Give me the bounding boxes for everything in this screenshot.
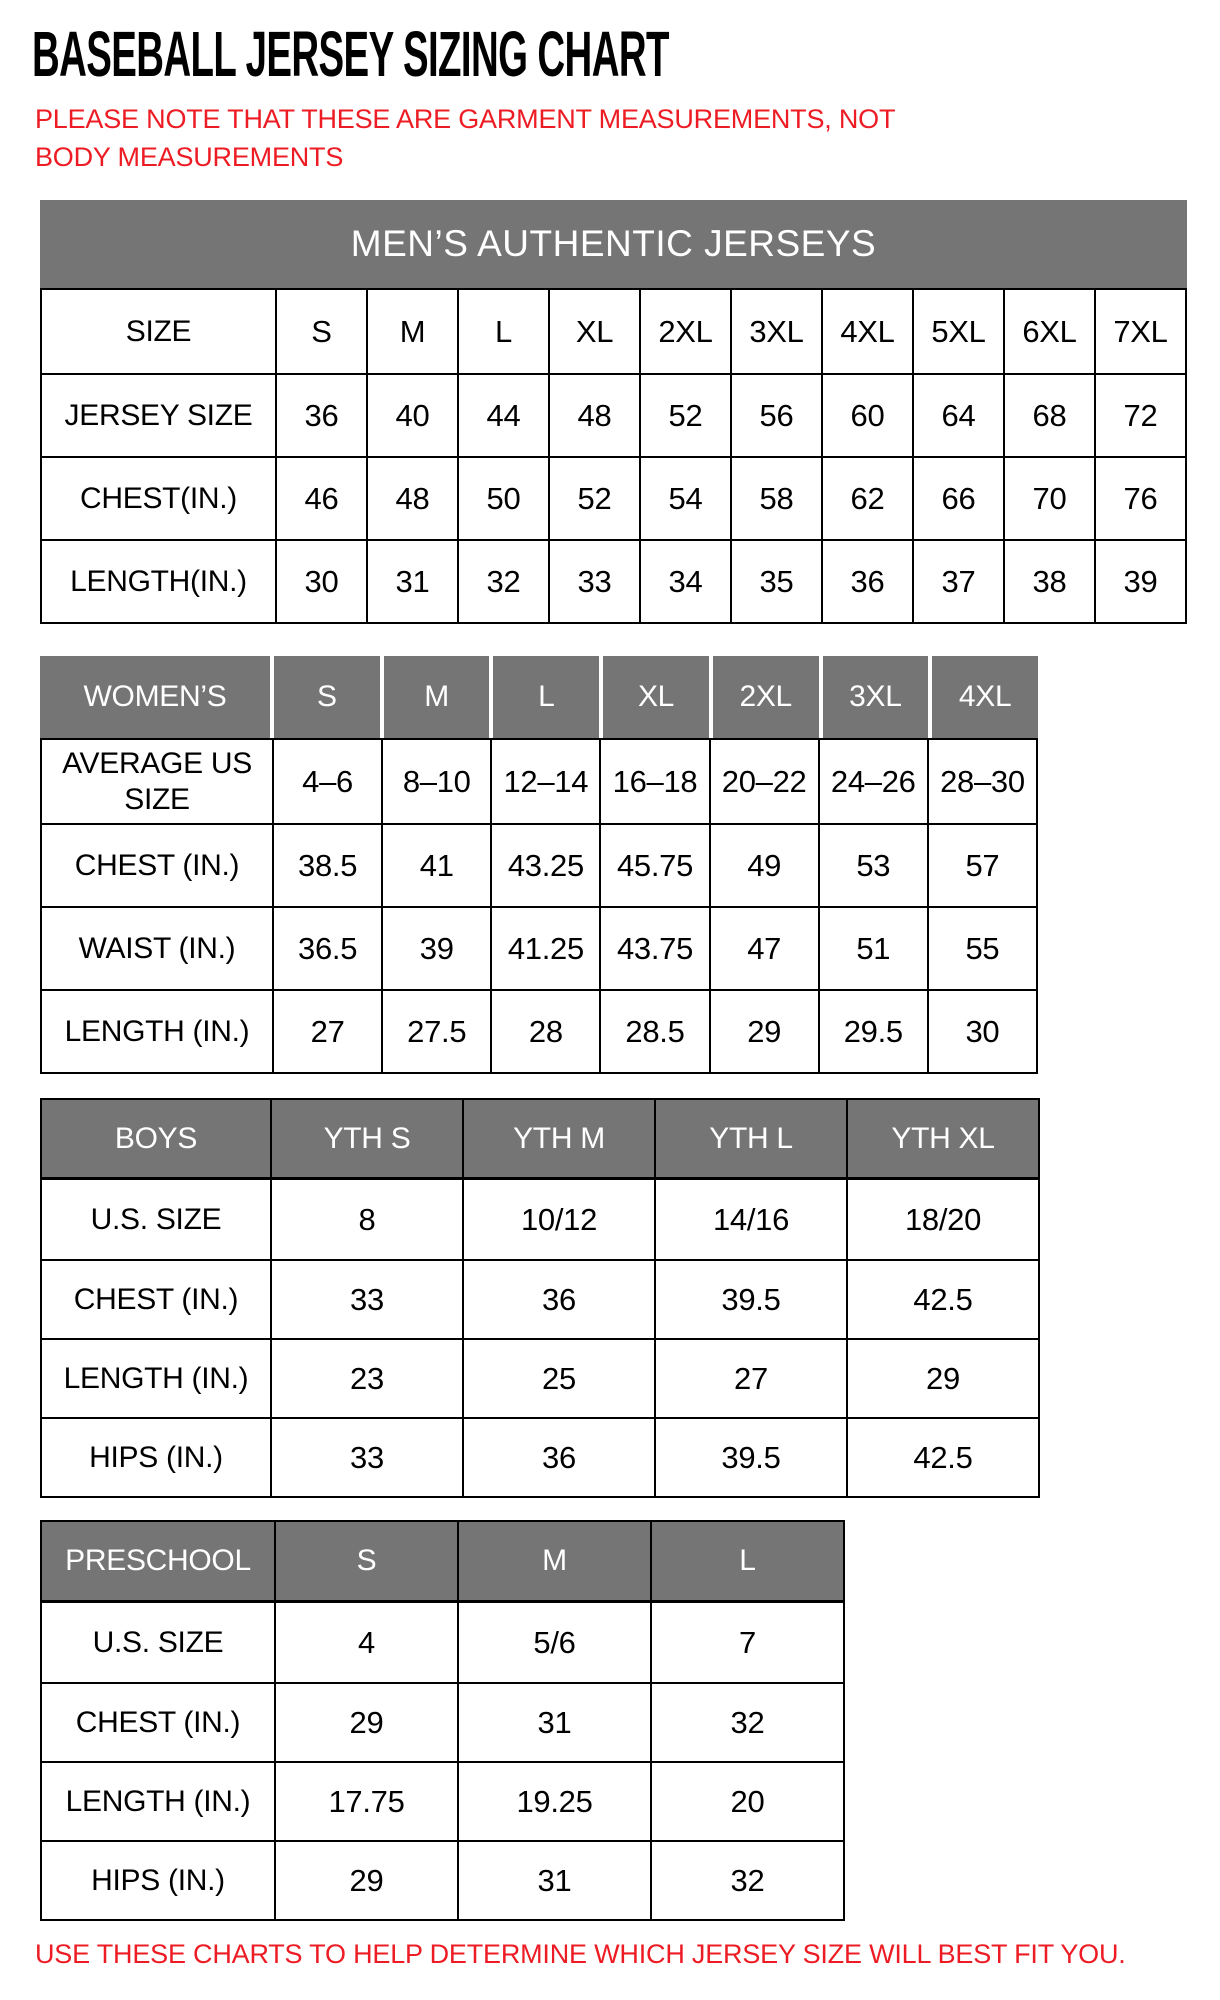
cell-value: 39.5: [654, 1259, 846, 1338]
cell-value: 35: [730, 539, 821, 622]
row-label: HIPS (IN.): [42, 1840, 274, 1919]
cell-value: 24–26: [818, 740, 927, 823]
cell-value: L: [457, 290, 548, 373]
boys-header-size-cell: YTH S: [270, 1100, 462, 1177]
boys-header-size-cell: YTH M: [462, 1100, 654, 1177]
cell-value: 68: [1003, 373, 1094, 456]
row-label: U.S. SIZE: [90, 1202, 222, 1236]
cell-value: 53: [818, 823, 927, 906]
cell-value: 60: [821, 373, 912, 456]
row-label: CHEST (IN.): [42, 1682, 274, 1761]
cell-value: 12–14: [490, 740, 599, 823]
cell-value: 76: [1094, 456, 1185, 539]
row-label: U.S. SIZE: [92, 1625, 224, 1659]
cell-value: 33: [270, 1417, 462, 1496]
cell-value: 27: [272, 989, 381, 1072]
page-title: BASEBALL JERSEY SIZING CHART: [32, 18, 669, 90]
womens-sizing-table: [40, 656, 1038, 1074]
cell-value: 29: [274, 1682, 457, 1761]
cell-value: 72: [1094, 373, 1185, 456]
row-label: LENGTH (IN.): [42, 1338, 270, 1417]
cell-value: 23: [270, 1338, 462, 1417]
cell-value: 57: [927, 823, 1036, 906]
boys-header-label: BOYS: [42, 1100, 270, 1177]
boys-sizing-table: [40, 1098, 1040, 1498]
cell-value: 14/16: [654, 1180, 846, 1259]
cell-value: 8: [270, 1180, 462, 1259]
cell-value: 31: [457, 1682, 650, 1761]
cell-value: 38.5: [272, 823, 381, 906]
cell-value: 20: [650, 1761, 843, 1840]
cell-value: 52: [639, 373, 730, 456]
cell-value: 66: [912, 456, 1003, 539]
cell-value: 36: [275, 373, 366, 456]
cell-value: 36.5: [272, 906, 381, 989]
cell-value: 25: [462, 1338, 654, 1417]
row-label: HIPS (IN.): [42, 1417, 270, 1496]
cell-value: 47: [709, 906, 818, 989]
cell-value: 51: [818, 906, 927, 989]
cell-value: 29: [709, 989, 818, 1072]
cell-value: 55: [927, 906, 1036, 989]
cell-value: M: [366, 290, 457, 373]
womens-header-label: WOMEN’S: [40, 656, 270, 738]
cell-value: 3XL: [730, 290, 821, 373]
cell-value: 44: [457, 373, 548, 456]
preschool-header-label: PRESCHOOL: [42, 1522, 274, 1600]
cell-value: 28: [490, 989, 599, 1072]
preschool-table-body: [40, 1603, 845, 1921]
cell-value: 37: [912, 539, 1003, 622]
cell-value: 33: [270, 1259, 462, 1338]
cell-value: 27: [654, 1338, 846, 1417]
cell-value: 28–30: [927, 740, 1036, 823]
cell-value: 32: [650, 1840, 843, 1919]
preschool-sizing-table: [40, 1520, 845, 1921]
cell-value: 6XL: [1003, 290, 1094, 373]
row-label: WAIST (IN.): [42, 906, 272, 989]
cell-value: 32: [650, 1682, 843, 1761]
womens-header-size-cell: 3XL: [819, 656, 929, 738]
cell-value: 46: [275, 456, 366, 539]
cell-value: 4: [274, 1603, 457, 1682]
cell-value: 48: [366, 456, 457, 539]
cell-value: 62: [821, 456, 912, 539]
cell-value: 41: [381, 823, 490, 906]
cell-value: 42.5: [846, 1259, 1038, 1338]
cell-value: 39.5: [654, 1417, 846, 1496]
row-label: JERSEY SIZE: [42, 373, 275, 456]
womens-header-size-cell: 2XL: [709, 656, 819, 738]
mens-table-body: [40, 288, 1187, 624]
cell-value: 33: [548, 539, 639, 622]
garment-measurements-note: PLEASE NOTE THAT THESE ARE GARMENT MEASUREMENTS, NOT BODY MEASUREMENTS: [35, 104, 895, 172]
womens-header-size-cell: S: [270, 656, 380, 738]
womens-header-size-cell: 4XL: [928, 656, 1038, 738]
cell-value: 36: [821, 539, 912, 622]
cell-value: 2XL: [639, 290, 730, 373]
cell-value: 30: [927, 989, 1036, 1072]
row-label: AVERAGE US SIZE: [62, 746, 252, 816]
cell-value: 7: [650, 1603, 843, 1682]
row-label: CHEST (IN.): [42, 823, 272, 906]
cell-value: 36: [462, 1417, 654, 1496]
cell-value: 40: [366, 373, 457, 456]
mens-authentic-jerseys-table: [40, 200, 1187, 624]
cell-value: 20–22: [709, 740, 818, 823]
sizing-chart-page: [0, 18, 1220, 1970]
row-label: CHEST (IN.): [42, 1259, 270, 1338]
boys-header-size-cell: YTH XL: [846, 1100, 1038, 1177]
cell-value: 32: [457, 539, 548, 622]
cell-value: 29: [274, 1840, 457, 1919]
cell-value: 27.5: [381, 989, 490, 1072]
cell-value: 36: [462, 1259, 654, 1338]
cell-value: 48: [548, 373, 639, 456]
womens-header-row: [40, 656, 1038, 738]
footer-note: USE THESE CHARTS TO HELP DETERMINE WHICH JERSEY SIZE WILL BEST FIT YOU.: [35, 1939, 1126, 1969]
cell-value: 31: [366, 539, 457, 622]
boys-table-body: [40, 1180, 1040, 1498]
cell-value: 34: [639, 539, 730, 622]
cell-value: 50: [457, 456, 548, 539]
cell-value: 31: [457, 1840, 650, 1919]
preschool-header-row: [40, 1520, 845, 1603]
cell-value: 42.5: [846, 1417, 1038, 1496]
row-label: LENGTH (IN.): [42, 1761, 274, 1840]
boys-header-size-cell: YTH L: [654, 1100, 846, 1177]
cell-value: 64: [912, 373, 1003, 456]
cell-value: 43.75: [599, 906, 708, 989]
cell-value: 38: [1003, 539, 1094, 622]
cell-value: 7XL: [1094, 290, 1185, 373]
cell-value: 29.5: [818, 989, 927, 1072]
cell-value: 5XL: [912, 290, 1003, 373]
cell-value: 29: [846, 1338, 1038, 1417]
cell-value: 49: [709, 823, 818, 906]
row-label: SIZE: [125, 314, 192, 348]
cell-value: 5/6: [457, 1603, 650, 1682]
cell-value: 58: [730, 456, 821, 539]
cell-value: 19.25: [457, 1761, 650, 1840]
cell-value: 54: [639, 456, 730, 539]
cell-value: 52: [548, 456, 639, 539]
womens-table-body: [40, 738, 1038, 1074]
preschool-header-size-cell: S: [274, 1522, 457, 1600]
row-label: CHEST(IN.): [42, 456, 275, 539]
cell-value: 17.75: [274, 1761, 457, 1840]
preschool-header-size-cell: L: [650, 1522, 843, 1600]
cell-value: 39: [1094, 539, 1185, 622]
boys-header-row: [40, 1098, 1040, 1180]
cell-value: 8–10: [381, 740, 490, 823]
row-label: LENGTH(IN.): [42, 539, 275, 622]
womens-header-size-cell: L: [489, 656, 599, 738]
row-label: LENGTH (IN.): [42, 989, 272, 1072]
womens-header-size-cell: M: [380, 656, 490, 738]
cell-value: 70: [1003, 456, 1094, 539]
womens-header-size-cell: XL: [599, 656, 709, 738]
cell-value: 30: [275, 539, 366, 622]
cell-value: 28.5: [599, 989, 708, 1072]
cell-value: 16–18: [599, 740, 708, 823]
cell-value: S: [275, 290, 366, 373]
cell-value: 4–6: [272, 740, 381, 823]
cell-value: 41.25: [490, 906, 599, 989]
preschool-header-size-cell: M: [457, 1522, 650, 1600]
cell-value: 10/12: [462, 1180, 654, 1259]
cell-value: 4XL: [821, 290, 912, 373]
cell-value: 18/20: [846, 1180, 1038, 1259]
cell-value: 45.75: [599, 823, 708, 906]
cell-value: 56: [730, 373, 821, 456]
cell-value: 43.25: [490, 823, 599, 906]
cell-value: 39: [381, 906, 490, 989]
mens-table-banner: MEN’S AUTHENTIC JERSEYS: [40, 200, 1187, 288]
cell-value: XL: [548, 290, 639, 373]
